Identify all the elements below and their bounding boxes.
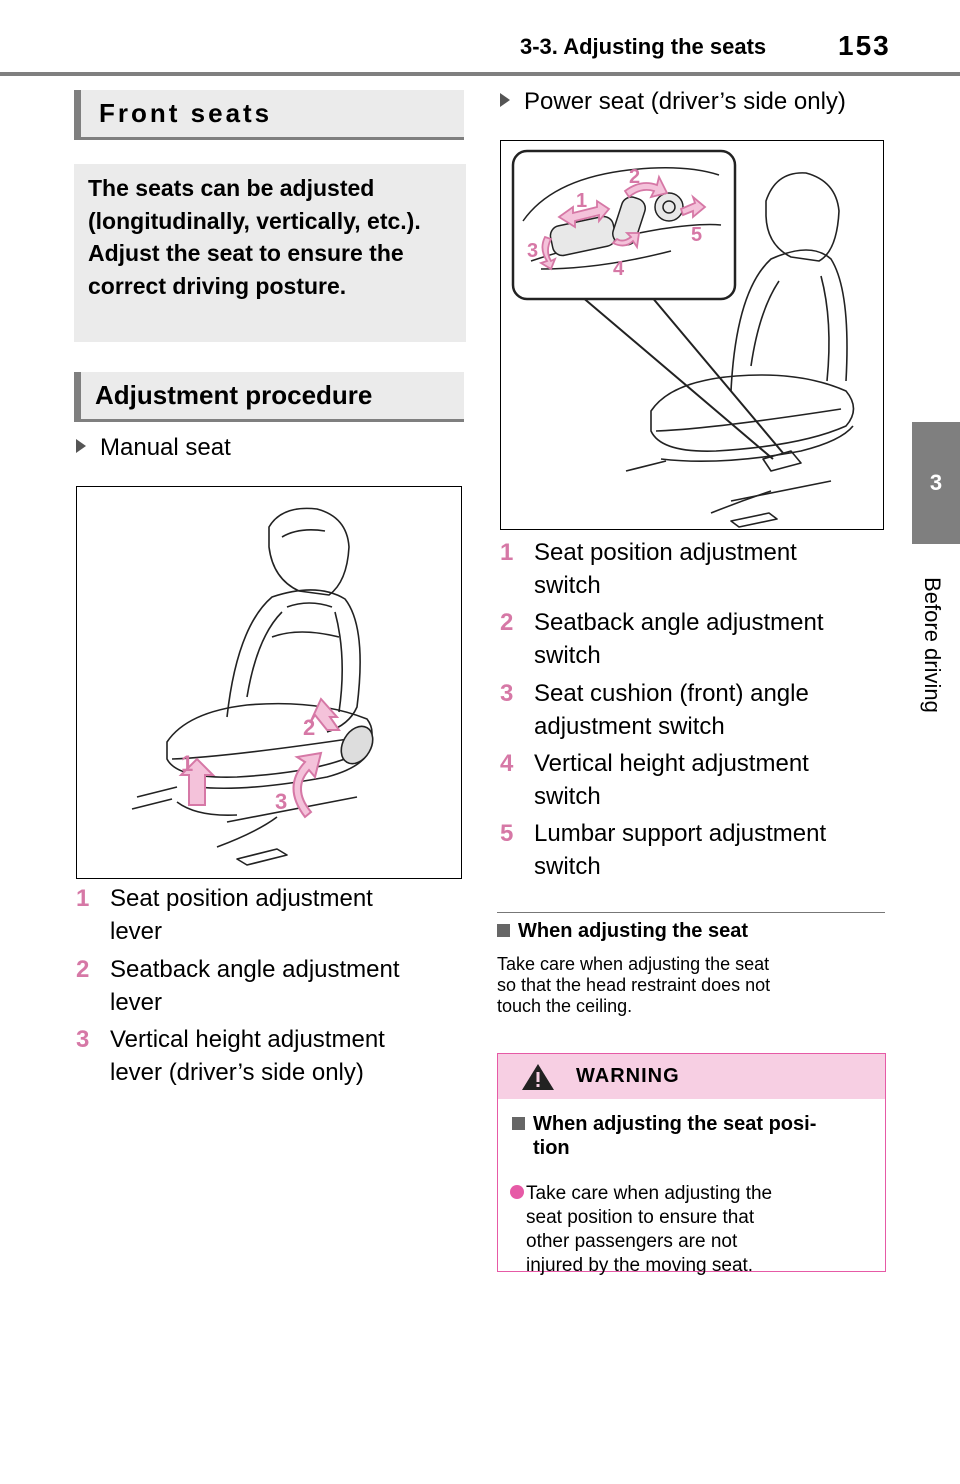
triangle-bullet-icon	[500, 93, 510, 107]
power-seat-label: Power seat (driver’s side only)	[500, 88, 846, 116]
power-seat-illustration	[501, 141, 882, 528]
note-divider	[497, 912, 885, 913]
triangle-bullet-icon	[76, 439, 86, 453]
warning-label: WARNING	[576, 1065, 680, 1087]
manual-callout-1: 1	[181, 751, 194, 776]
manual-item-3: 3 Vertical height adjustment lever (driver’s side only)	[76, 1026, 385, 1086]
manual-callout-3: 3	[275, 789, 288, 814]
manual-seat-figure	[76, 486, 462, 879]
manual-item-1: 1 Seat position adjustment lever	[76, 885, 373, 945]
chapter-tab-number: 3	[929, 470, 943, 495]
section-heading-adjustment: Adjustment procedure	[74, 372, 464, 422]
power-callout-2: 2	[629, 166, 641, 188]
manual-seat-illustration	[77, 487, 460, 877]
power-item-5: 5 Lumbar support adjustment switch	[500, 820, 827, 880]
power-callout-4: 4	[613, 258, 625, 280]
square-bullet-icon	[497, 924, 510, 937]
manual-callout-2: 2	[303, 715, 316, 740]
warning-box	[497, 1053, 886, 1276]
power-callout-5: 5	[691, 224, 703, 246]
warning-body: Take care when adjusting the seat position to ensure that other passengers are not injured by the moving seat.	[526, 1183, 773, 1276]
power-item-1: 1 Seat position adjustment switch	[500, 539, 797, 599]
note-body: Take care when adjusting the seat so that the head restraint does not touch the ceiling.	[497, 954, 771, 1016]
power-item-3: 3 Seat cushion (front) angle adjustment switch	[500, 680, 809, 740]
section-heading-front-seats: Front seats	[74, 90, 464, 140]
header-rule	[0, 72, 960, 76]
warning-subheading: When adjusting the seat posi- tion	[512, 1112, 872, 1160]
chapter-title: 3-3. Adjusting the seats	[520, 34, 767, 59]
power-callout-1: 1	[576, 190, 588, 212]
manual-item-2: 2 Seatback angle adjustment lever	[76, 956, 400, 1016]
note-heading: When adjusting the seat	[497, 920, 748, 943]
manual-seat-label: Manual seat	[76, 434, 231, 462]
power-seat-figure	[500, 140, 884, 530]
chapter-tab[interactable]	[912, 422, 960, 544]
power-item-2: 2 Seatback angle adjustment switch	[500, 609, 824, 669]
square-bullet-icon	[512, 1117, 525, 1130]
warning-header	[498, 1054, 885, 1099]
page-number: 153	[838, 30, 891, 61]
warning-triangle-icon	[520, 1062, 556, 1092]
chapter-tab-label: Before driving	[920, 577, 945, 713]
power-callout-3: 3	[527, 240, 539, 262]
intro-box: The seats can be adjusted (longitudinally, vertically, etc.). Adjust the seat to ensure the correct driving posture.	[74, 164, 466, 342]
power-item-4: 4 Vertical height adjustment switch	[500, 750, 809, 810]
circle-bullet-icon	[510, 1185, 524, 1199]
